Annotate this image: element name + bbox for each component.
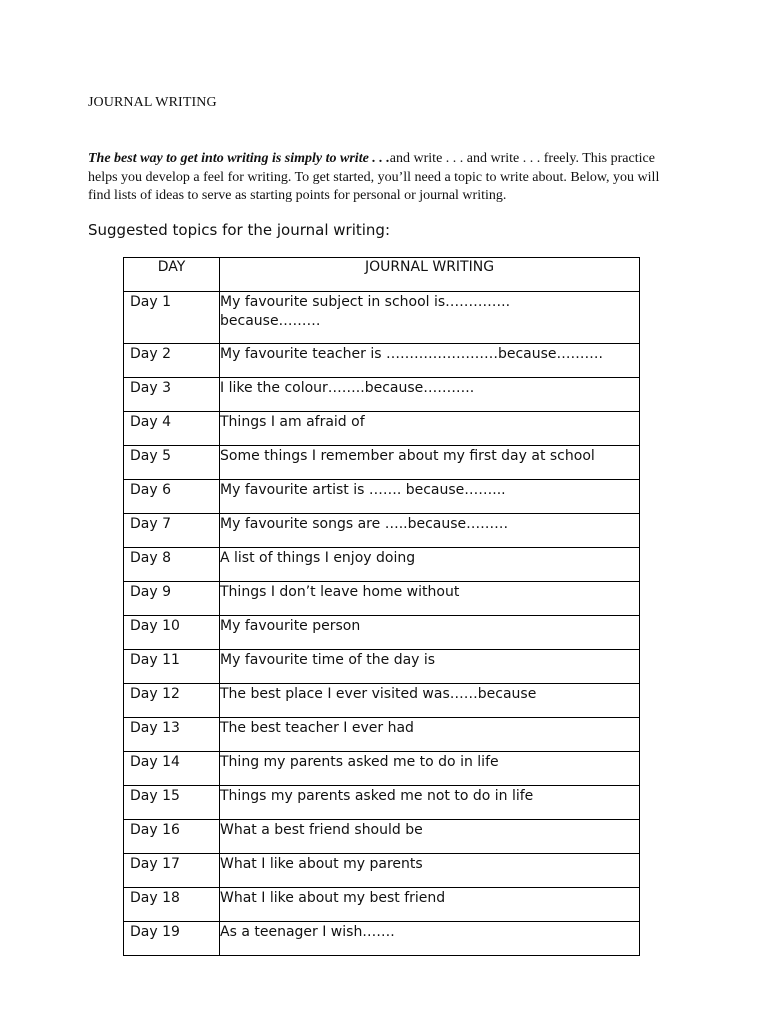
table-row [124,752,640,786]
day-cell: Day 15 [124,786,220,820]
topic-cell: Things I am afraid of [220,412,640,446]
topic-cell: My favourite person [220,616,640,650]
topic-line: because……… [220,313,321,329]
topic-cell: My favourite artist is ……. because……... [220,480,640,514]
day-cell: Day 13 [124,718,220,752]
day-cell: Day 3 [124,378,220,412]
topic-cell [220,292,640,344]
topic-cell: My favourite time of the day is [220,650,640,684]
day-cell: Day 9 [124,582,220,616]
table-row [124,616,640,650]
topic-cell: The best teacher I ever had [220,718,640,752]
table-row [124,292,640,344]
day-cell: Day 8 [124,548,220,582]
day-cell: Day 18 [124,888,220,922]
day-cell: Day 11 [124,650,220,684]
topic-cell: I like the colour……..because……….. [220,378,640,412]
table-row [124,548,640,582]
day-cell: Day 10 [124,616,220,650]
topics-subheading: Suggested topics for the journal writing: [88,221,390,239]
topic-cell: Thing my parents asked me to do in life [220,752,640,786]
topic-line: My favourite subject in school is………….. [220,294,511,310]
topic-cell: Things I don’t leave home without [220,582,640,616]
table-row [124,412,640,446]
table-row [124,650,640,684]
topic-cell: As a teenager I wish……. [220,922,640,956]
topic-cell: A list of things I enjoy doing [220,548,640,582]
day-cell: Day 5 [124,446,220,480]
table-row [124,378,640,412]
column-header-day: DAY [124,258,220,292]
table-row [124,786,640,820]
day-cell: Day 19 [124,922,220,956]
day-cell: Day 7 [124,514,220,548]
day-cell: Day 12 [124,684,220,718]
table-row [124,888,640,922]
topic-cell: Some things I remember about my first day at school [220,446,640,480]
table-row [124,718,640,752]
journal-topics-table [123,257,640,956]
day-cell: Day 2 [124,344,220,378]
topic-cell: What a best friend should be [220,820,640,854]
table-row [124,684,640,718]
topic-cell: The best place I ever visited was……because [220,684,640,718]
table-row [124,854,640,888]
day-cell: Day 17 [124,854,220,888]
day-cell: Day 16 [124,820,220,854]
topic-cell: Things my parents asked me not to do in life [220,786,640,820]
table-row [124,344,640,378]
table-row [124,820,640,854]
topic-cell: What I like about my parents [220,854,640,888]
day-cell: Day 4 [124,412,220,446]
intro-lead-text: The best way to get into writing is simply to write . . . [88,151,390,166]
topic-cell: My favourite songs are …..because……… [220,514,640,548]
table-row [124,446,640,480]
table-row [124,514,640,548]
document-title: JOURNAL WRITING [88,95,217,110]
intro-paragraph [88,150,668,206]
table-row [124,922,640,956]
day-cell: Day 1 [124,292,220,344]
topic-cell: My favourite teacher is ……………………because………. [220,344,640,378]
table-row [124,582,640,616]
intro-body-text: and write . . . and write . . . freely. This practice helps you develop a feel for writing. To get started, you’ll need a topic to write about. Below, you will find lists of ideas to serve as starting points for personal or journal writing. [88,151,660,203]
day-cell: Day 14 [124,752,220,786]
column-header-journal-writing: JOURNAL WRITING [220,258,640,292]
table-row [124,480,640,514]
table-header-row [124,258,640,292]
day-cell: Day 6 [124,480,220,514]
topic-cell: What I like about my best friend [220,888,640,922]
